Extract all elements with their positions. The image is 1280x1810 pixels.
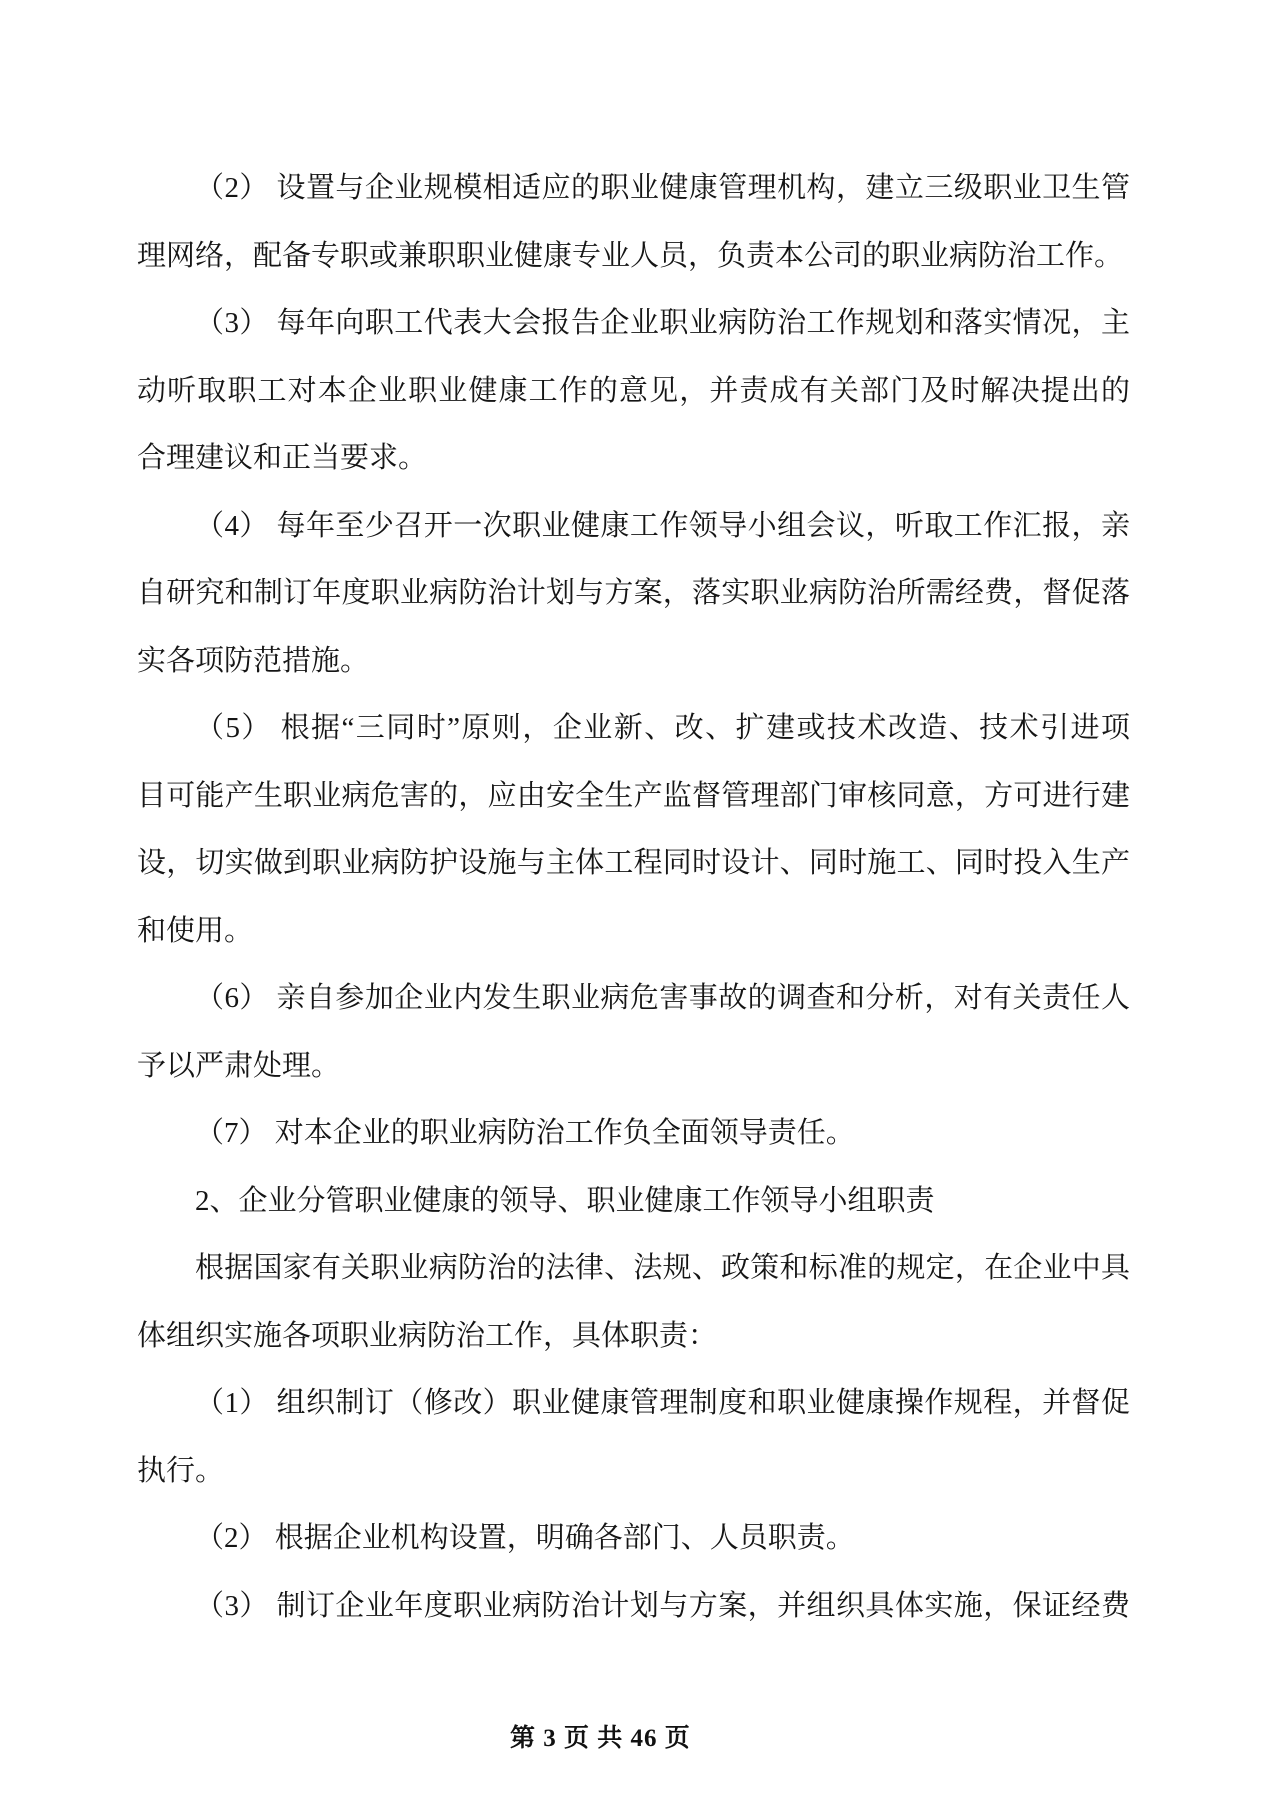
text-line-15: （7） 对本企业的职业病防治工作负全面领导责任。	[195, 1117, 855, 1149]
text-line-3: （3） 每年向职工代表大会报告企业职业病防治工作规划和落实情况，主	[195, 307, 1130, 339]
text-line-9: （5） 根据“三同时”原则，企业新、改、扩建或技术改造、技术引进项	[195, 712, 1130, 744]
text-line-10: 目可能产生职业病危害的，应由安全生产监督管理部门审核同意，方可进行建	[137, 779, 1130, 812]
text-line-16: 2、企业分管职业健康的领导、职业健康工作领导小组职责	[195, 1184, 935, 1217]
text-line-12: 和使用。	[137, 914, 254, 947]
document-body	[137, 155, 1130, 1640]
text-line-5: 合理建议和正当要求。	[137, 442, 428, 474]
text-line-1: （2） 设置与企业规模相适应的职业健康管理机构，建立三级职业卫生管	[195, 172, 1130, 204]
page-footer	[481, 1670, 691, 1752]
text-line-2: 理网络，配备专职或兼职职业健康专业人员，负责本公司的职业病防治工作。	[137, 239, 1124, 272]
text-line-19: （1） 组织制订（修改）职业健康管理制度和职业健康操作规程，并督促	[195, 1387, 1130, 1419]
text-line-22: （3） 制订企业年度职业病防治计划与方案，并组织具体实施，保证经费	[195, 1589, 1130, 1622]
text-line-20: 执行。	[137, 1454, 225, 1487]
text-line-17: 根据国家有关职业病防治的法律、法规、政策和标准的规定，在企业中具	[195, 1252, 1130, 1284]
text-line-18: 体组织实施各项职业病防治工作，具体职责：	[137, 1319, 718, 1352]
page-number-label: 第 3 页 共 46 页	[510, 1725, 691, 1752]
text-line-7: 自研究和制订年度职业病防治计划与方案，落实职业病防治所需经费，督促落	[137, 577, 1130, 609]
text-line-4: 动听取职工对本企业职业健康工作的意见，并责成有关部门及时解决提出的	[137, 374, 1130, 407]
text-line-11: 设，切实做到职业病防护设施与主体工程同时设计、同时施工、同时投入生产	[137, 847, 1130, 879]
text-line-8: 实各项防范措施。	[137, 644, 370, 677]
text-line-6: （4） 每年至少召开一次职业健康工作领导小组会议，听取工作汇报，亲	[195, 509, 1130, 542]
text-line-14: 予以严肃处理。	[137, 1049, 341, 1082]
text-line-21: （2） 根据企业机构设置，明确各部门、人员职责。	[195, 1522, 855, 1554]
text-line-13: （6） 亲自参加企业内发生职业病危害事故的调查和分析，对有关责任人	[195, 982, 1130, 1014]
